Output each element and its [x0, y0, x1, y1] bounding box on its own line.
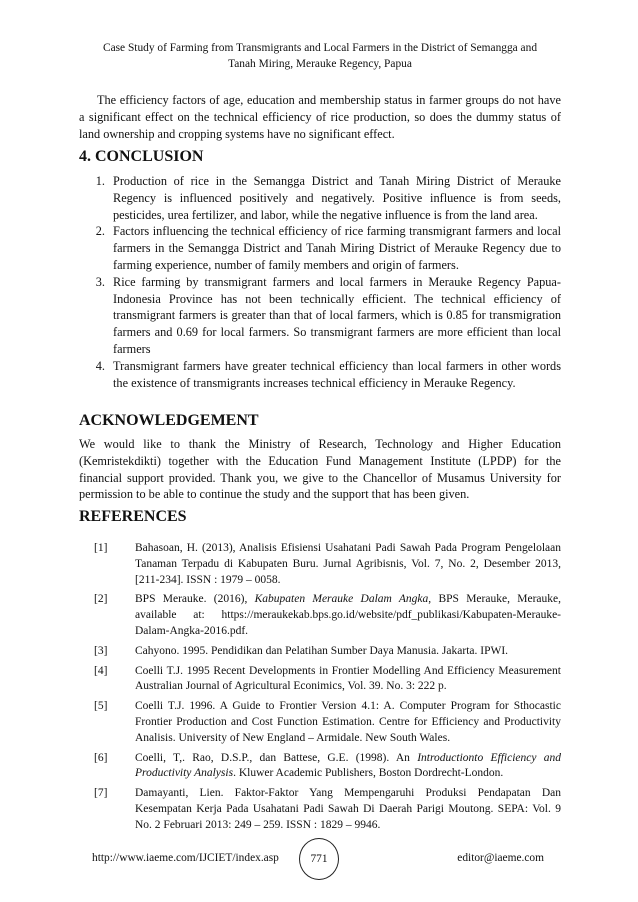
- conclusion-item: [79, 274, 561, 358]
- references-list: [79, 541, 561, 838]
- running-header-line-2: Tanah Miring, Merauke Regency, Papua: [228, 58, 412, 70]
- editor-email-link[interactable]: editor@iaeme.com: [457, 852, 544, 864]
- reference-item: [79, 664, 561, 696]
- reference-number: [7]: [94, 787, 108, 800]
- reference-item: [79, 699, 561, 746]
- acknowledgement-heading: ACKNOWLEDGEMENT: [79, 412, 259, 429]
- reference-number: [2]: [94, 593, 108, 606]
- conclusion-item-text: Production of rice in the Semangga District and Tanah Miring District of Merauke Regency is influenced positively and negatively. Positive influence is from seeds, pesticides, urea fertilizer, and labor, while the negative influence is from the land area.: [113, 174, 561, 222]
- journal-url-link[interactable]: http://www.iaeme.com/IJCIET/index.asp: [92, 852, 279, 864]
- reference-text: Cahyono. 1995. Pendidikan dan Pelatihan Sumber Daya Manusia. Jakarta. IPWI.: [135, 644, 509, 657]
- running-header-line-1: Case Study of Farming from Transmigrants and Local Farmers in the District of Semangga and: [102, 42, 538, 54]
- reference-item: [79, 786, 561, 833]
- conclusion-item-number: 4.: [95, 358, 105, 373]
- reference-number: [5]: [94, 700, 108, 713]
- conclusion-item-number: 2.: [95, 224, 105, 239]
- reference-text: Coelli T.J. 1995 Recent Developments in Frontier Modelling And Efficiency Measurement Australian Journal of Agricultural Econimics, Vol. 39. No. 3: 222 p.: [135, 664, 561, 693]
- page-footer: [92, 848, 544, 872]
- reference-item: [79, 541, 561, 588]
- reference-text: Damayanti, Lien. Faktor-Faktor Yang Mempengaruhi Produksi Pendapatan Dan Kesempatan Kerja Pada Usahatani Padi Sawah Di Daerah Parigi Moutong. SEPA: Vol. 9 No. 2 Februari 2013: 249 – 259. ISSN : 1829 – 9946.: [135, 787, 561, 831]
- intro-paragraph: The efficiency factors of age, education and membership status in farmer groups do not have a significant effect on the technical efficiency of rice production, so does the dummy status of land ownership and cropping systems have no significant effect.: [79, 93, 561, 141]
- running-header: [80, 40, 560, 72]
- reference-number: [1]: [94, 542, 108, 554]
- reference-text: Coelli T.J. 1996. A Guide to Frontier Version 4.1: A. Computer Program for Sthocastic Frontier Production and Cost Function Estimation. Centre for Efficiency and Productivity Analisis. University of New England – Armidale. New South Wales.: [135, 700, 561, 744]
- reference-item: [79, 644, 561, 660]
- reference-text: Bahasoan, H. (2013), Analisis Efisiensi Usahatani Padi Sawah Pada Program Pengelolaan Tanaman Terpadu di Kabupaten Buru. Jurnal Agribisnis, Vol. 7, No. 2, Desember 2013, [211-234]. ISSN : 1979 – 0058.: [135, 542, 561, 586]
- reference-text: Coelli, T,. Rao, D.S.P., dan Battese, G.E. (1998). An Introductionto Efficiency and Productivity Analysis. Kluwer Academic Publishers, Boston Dordrecht-London.: [135, 751, 561, 780]
- conclusion-list: [79, 173, 561, 391]
- conclusion-item-text: Factors influencing the technical efficiency of rice farming transmigrant farmers and local farmers in the Semangga District and Tanah Miring District of Merauke Regency due to farming experience, number of family members and origin of farmers.: [113, 224, 561, 272]
- conclusion-item: [79, 173, 561, 223]
- conclusion-item-number: 3.: [95, 274, 105, 289]
- reference-number: [3]: [94, 644, 108, 657]
- reference-number: [4]: [94, 664, 108, 677]
- conclusion-heading: 4. CONCLUSION: [79, 148, 204, 165]
- conclusion-item-number: 1.: [95, 174, 105, 188]
- reference-text: BPS Merauke. (2016), Kabupaten Merauke Dalam Angka, BPS Merauke, Merauke, available at: https://meraukekab.bps.go.id/website/pdf_publikasi/Kabupaten-Merauke-Dalam-Angka-2016.pdf.: [135, 593, 561, 637]
- reference-number: [6]: [94, 751, 108, 764]
- conclusion-item-text: Rice farming by transmigrant farmers and local farmers in Merauke Regency Papua-Indonesia Province has not been technically efficient. The technical efficiency of transmigrant farmers is greater than that of local farmers, which is 0.85 for transmigration farmers and 0.69 for local farmers. So transmigrant farmers are more efficient than local farmers: [113, 274, 561, 356]
- reference-item: [79, 751, 561, 783]
- references-heading: REFERENCES: [79, 508, 187, 525]
- acknowledgement-paragraph: We would like to thank the Ministry of Research, Technology and Higher Education (Kemristekdikti) together with the Education Fund Management Institute (LPDP) for the financial support provided. Thank you, we give to the Chancellor of Musamus University for permission to be able to continue the study and the support that has been given.: [79, 437, 561, 502]
- conclusion-item-text: Transmigrant farmers have greater technical efficiency than local farmers in other words the existence of transmigrants increases technical efficiency in Merauke Regency.: [113, 358, 561, 390]
- reference-item: [79, 592, 561, 639]
- page-number: 771: [299, 838, 339, 880]
- conclusion-item: [79, 223, 561, 273]
- conclusion-item: [79, 358, 561, 392]
